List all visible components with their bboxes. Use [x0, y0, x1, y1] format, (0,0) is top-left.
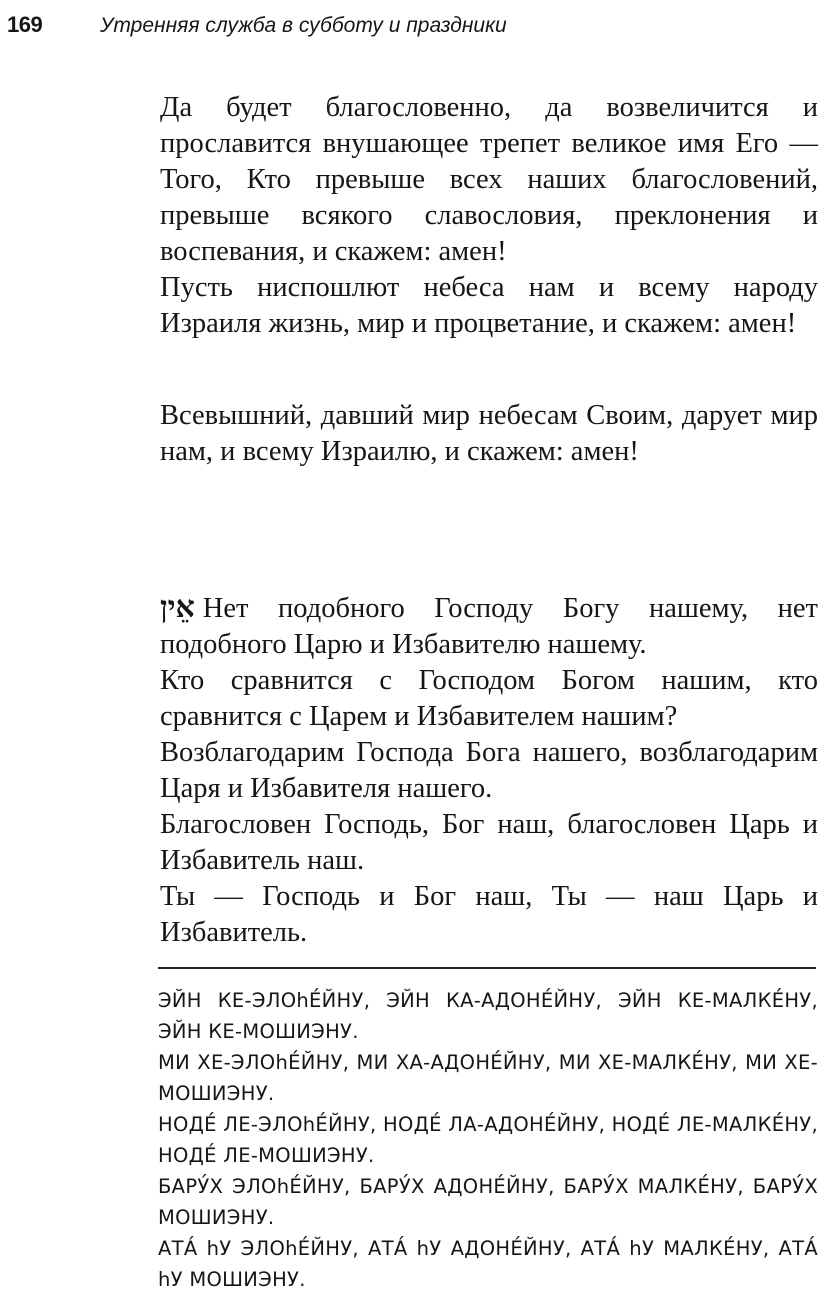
divider-rule	[158, 967, 816, 969]
transliteration-line: АТА́ hУ ЭЛОhЕ́ЙНУ, АТА́ hУ АДОНЕ́ЙНУ, АТА́ hУ МАЛКЕ́НУ, АТА́ hУ МОШИЭНУ.	[158, 1237, 818, 1291]
paragraph	[160, 590, 818, 663]
paragraph: Благословен Господь, Бог наш, благословен Царь и Избавитель наш.	[160, 809, 818, 876]
transliteration-line: МИ ХЕ-ЭЛОhЕ́ЙНУ, МИ ХА-АДОНЕ́ЙНУ, МИ ХЕ-МАЛКЕ́НУ, МИ ХЕ-МОШИЭНУ.	[158, 1051, 818, 1105]
paragraph: Пусть ниспошлют небеса нам и всему народу Израиля жизнь, мир и процветание, и скажем: амен!	[160, 272, 818, 339]
paragraph: Всевышний, давший мир небесам Своим, дарует мир нам, и всему Израилю, и скажем: амен!	[160, 400, 818, 467]
ein-keloheinu-block	[160, 590, 818, 951]
peace-block	[160, 398, 818, 470]
transliteration-line: ЭЙН КЕ-ЭЛОhЕ́ЙНУ, ЭЙН КА-АДОНЕ́ЙНУ, ЭЙН КЕ-МАЛКЕ́НУ, ЭЙН КЕ-МОШИЭНУ.	[158, 989, 818, 1043]
blessing-block	[160, 90, 818, 342]
paragraph: Ты — Господь и Бог наш, Ты — наш Царь и Избавитель.	[160, 881, 818, 948]
page-number: 169	[7, 12, 43, 37]
paragraph-text: Нет подобного Господу Богу нашему, нет подобного Царю и Избавителю нашему.	[160, 593, 818, 660]
paragraph: Возблагодарим Господа Бога нашего, возблагодарим Царя и Избавителя нашего.	[160, 737, 818, 804]
paragraph: Кто сравнится с Господом Богом нашим, кто сравнится с Царем и Избавителем нашим?	[160, 665, 818, 732]
running-header: Утренняя служба в субботу и праздники	[100, 14, 507, 37]
hebrew-initial-word: אֵין	[160, 590, 195, 625]
transliteration-block	[158, 985, 818, 1295]
paragraph: Да будет благословенно, да возвеличится и прославится внушающее трепет великое имя Его — Того, Кто превыше всех наших благословений, превыше всякого славословия, преклонения и воспевания, и скажем: амен!	[160, 92, 818, 267]
transliteration-line: БАРУ́Х ЭЛОhЕ́ЙНУ, БАРУ́Х АДОНЕ́ЙНУ, БАРУ́Х МАЛКЕ́НУ, БАРУ́Х МОШИЭНУ.	[158, 1175, 818, 1229]
transliteration-line: НОДЕ́ ЛЕ-ЭЛОhЕ́ЙНУ, НОДЕ́ ЛА-АДОНЕ́ЙНУ, НОДЕ́ ЛЕ-МАЛКЕ́НУ, НОДЕ́ ЛЕ-МОШИЭНУ.	[158, 1113, 818, 1167]
